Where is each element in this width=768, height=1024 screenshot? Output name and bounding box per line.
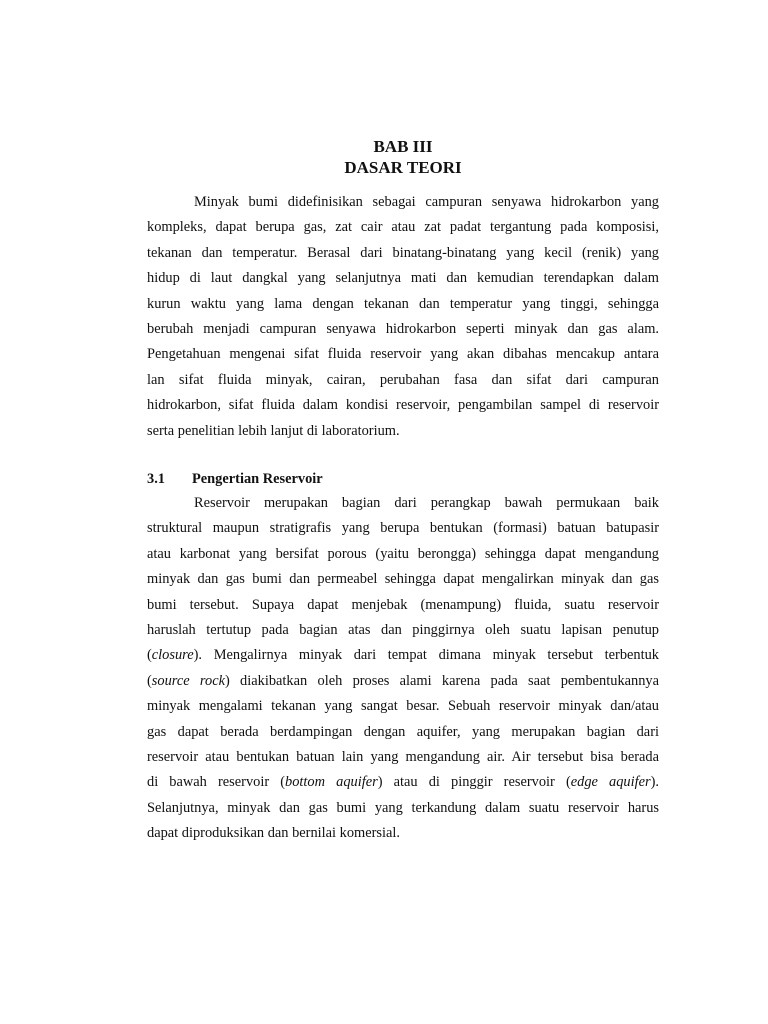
text-run: di bawah reservoir ( [147, 774, 286, 791]
paragraph-line: hidup di laut dangkal yang selanjutnya mati dan kemudian terendapkan dalam [147, 270, 659, 287]
paragraph-line: Selanjutnya, minyak dan gas bumi yang terkandung dalam suatu reservoir harus [147, 799, 659, 816]
paragraph-line [147, 643, 659, 668]
section-number: 3.1 [147, 471, 165, 487]
paragraph-line: serta penelitian lebih lanjut di laboratorium. [147, 422, 400, 439]
intro-paragraph [147, 190, 659, 444]
paragraph-line: minyak mengalami tekanan yang sangat besar. Sebuah reservoir minyak dan/atau [147, 698, 659, 715]
paragraph-line: tekanan dan temperatur. Berasal dari binatang-binatang yang kecil (renik) yang [147, 244, 659, 261]
italic-term: edge aquifer [570, 774, 651, 791]
italic-term: bottom aquifer [285, 774, 378, 791]
paragraph-line: dapat diproduksikan dan bernilai komersial. [147, 825, 400, 842]
text-run: ( [147, 647, 152, 664]
chapter-heading [147, 136, 659, 178]
paragraph-line: gas dapat berada berdampingan dengan aquifer, yang merupakan bagian dari [147, 723, 659, 740]
paragraph-line: struktural maupun stratigrafis yang berupa bentukan (formasi) batuan batupasir [147, 520, 659, 537]
paragraph-line: haruslah tertutup pada bagian atas dan pinggirnya oleh suatu lapisan penutup [147, 621, 659, 638]
paragraph-line: kurun waktu yang lama dengan tekanan dan temperatur yang tinggi, sehingga [147, 295, 659, 312]
text-run: ( [147, 672, 152, 689]
reservoir-paragraph [147, 491, 659, 846]
paragraph-line: bumi tersebut. Supaya dapat menjebak (menampung) fluida, suatu reservoir [147, 596, 659, 613]
paragraph-line: reservoir atau bentukan batuan lain yang mengandung air. Air tersebut bisa berada [147, 748, 659, 765]
chapter-number: BAB III [373, 137, 433, 156]
section-heading [147, 467, 659, 491]
paragraph-line: minyak dan gas bumi dan permeabel sehingga dapat mengalirkan minyak dan gas [147, 571, 659, 588]
italic-term: source rock [151, 672, 225, 689]
section-title: Pengertian Reservoir [192, 471, 323, 487]
text-run: ) diakibatkan oleh proses alami karena pada saat pembentukannya [224, 672, 659, 689]
paragraph-line: kompleks, dapat berupa gas, zat cair atau zat padat tergantung pada komposisi, [147, 219, 659, 236]
paragraph-line [147, 770, 659, 795]
paragraph-line: lan sifat fluida minyak, cairan, perubahan fasa dan sifat dari campuran [147, 371, 659, 388]
paragraph-line: hidrokarbon, sifat fluida dalam kondisi reservoir, pengambilan sampel di reservoir [147, 397, 659, 414]
paragraph-line: atau karbonat yang bersifat porous (yaitu berongga) sehingga dapat mengandung [147, 545, 659, 562]
paragraph-line: Minyak bumi didefinisikan sebagai campuran senyawa hidrokarbon yang [194, 194, 659, 210]
text-run: ). [650, 774, 659, 791]
text-run: ). Mengalirnya minyak dari tempat dimana minyak tersebut terbentuk [193, 647, 659, 664]
italic-term: closure [151, 647, 194, 664]
paragraph-line: berubah menjadi campuran senyawa hidrokarbon seperti minyak dan gas alam. [147, 320, 659, 337]
paragraph-line: Pengetahuan mengenai sifat fluida reservoir yang akan dibahas mencakup antara [147, 346, 659, 363]
paragraph-line: Reservoir merupakan bagian dari perangkap bawah permukaan baik [194, 495, 659, 511]
text-run: ) atau di pinggir reservoir ( [377, 774, 571, 791]
paragraph-line [147, 669, 659, 694]
chapter-title: DASAR TEORI [344, 158, 462, 177]
